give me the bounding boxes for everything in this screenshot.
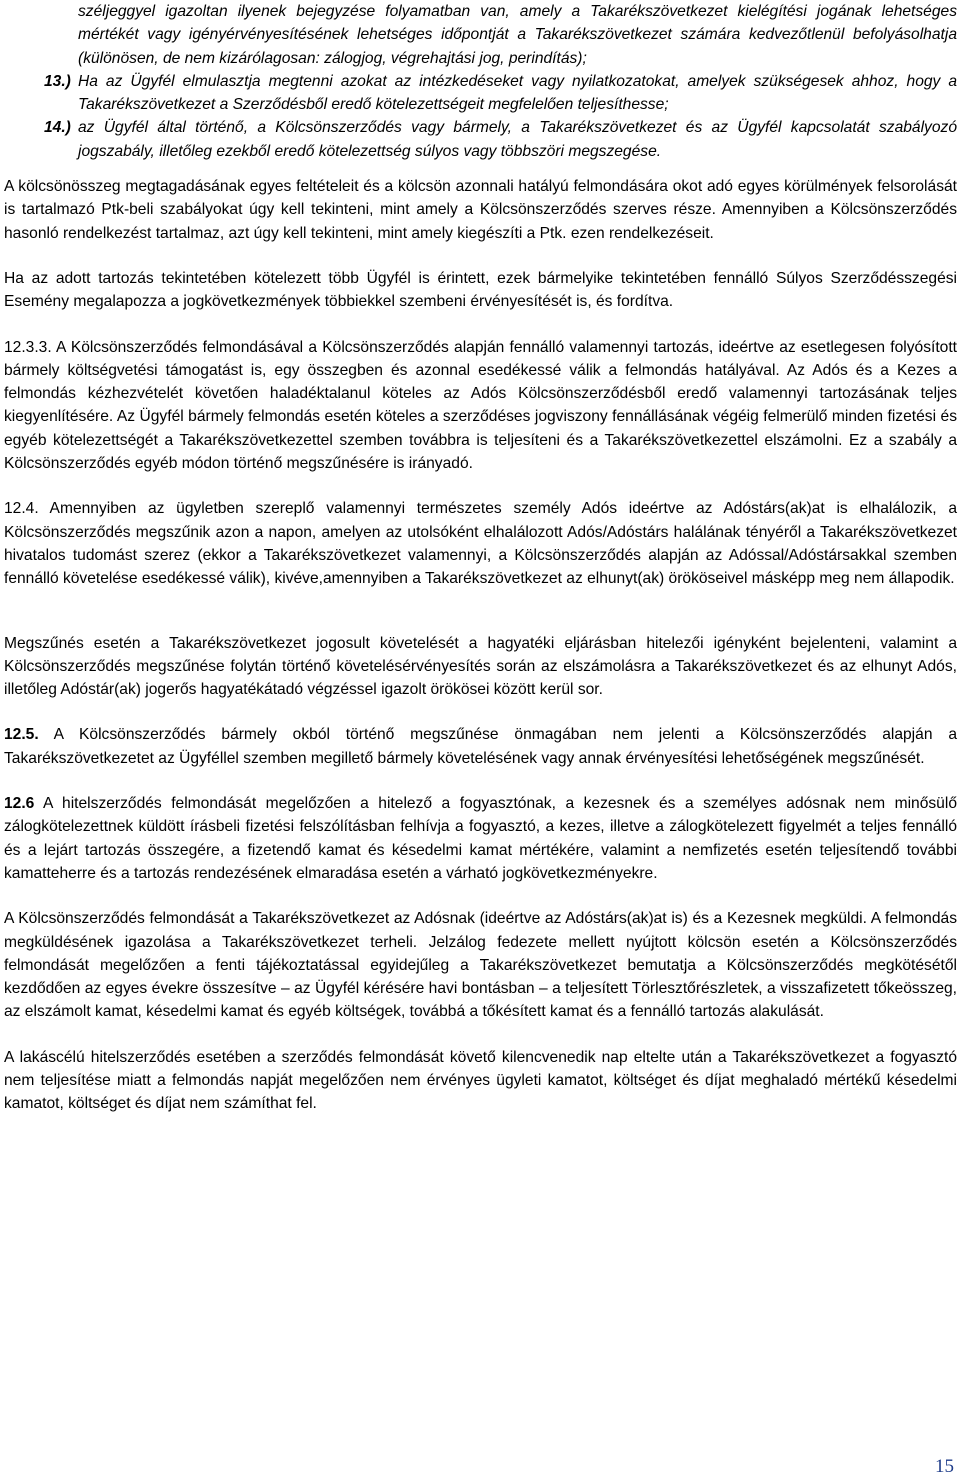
section-number: 12.5. xyxy=(4,726,39,744)
paragraph-12-4: 12.4. Amennyiben az ügyletben szereplő valamennyi természetes személy Adós ideértve az Adóstárs(ak)at is elhalálozik, a Kölcsönszerződés megszűnik azon a napon, amelyen az utolsóként elhalálozott Adós/Adóstárs halálának tényéről a Takarékszövetkezet hivatalos tudomást szerez (ekkor a Takarékszövetkezet valamennyi, a Kölcsönszerződés alapján az Adóssal/Adóstársakkal szemben fennálló követelése esedékessé válik), kivéve,amennyiben a Takarékszövetkezet az elhunyt(ak) örököseivel másképp meg nem állapodik. xyxy=(4,500,957,588)
paragraph-termination-claims: Megszűnés esetén a Takarékszövetkezet jogosult követelését a hagyatéki eljárásban hitelezői igényként bejelenteni, valamint a Kölcsönszerződés megszűnése folytán történő követelésérvényesítés során az elszámolásra a Takarékszövetkezet és az elhunyt Adós, illetőleg Adóstár(ak) jogerős hagyatékátadó végzéssel igazolt örökösei között kerül sor. xyxy=(4,634,957,699)
paragraph-text: A Kölcsönszerződés bármely okból történő megszűnése önmagában nem jelenti a Kölcsönszerződés alapján a Takarékszövetkezetet az Ügyféllel szemben megillető bármely követelésének vagy annak érvényesítési lehetőségének megszűnését. xyxy=(4,726,957,767)
paragraph-multiple-clients: Ha az adott tartozás tekintetében kötelezett több Ügyfél is érintett, ezek bármelyike tekintetében fennálló Súlyos Szerződésszegési Esemény megalapozza a jogkövetkezmények többiekkel szembeni érvényesítését is, és fordítva. xyxy=(4,269,957,311)
list-item-13 xyxy=(44,70,957,117)
paragraph-12-5 xyxy=(4,723,957,770)
paragraph-12-3-3: 12.3.3. A Kölcsönszerződés felmondásával a Kölcsönszerződés alapján fennálló valamennyi tartozás, ideértve az esetlegesen folyósított bármely költségvetési támogatást is, egy összegben és azonnal esedékessé válik a felmondás hatályával. Az Adós és a Kezes a felmondás kézhezvételét követően haladéktalanul köteles az Adós Kölcsönszerződésből eredő valamennyi tartozásának teljes kiegyenlítésére. Az Ügyfél bármely felmondás esetén köteles a szerződéses jogviszony fennállásának végéig felmerülő minden fizetési és egyéb kötelezettségét a Takarékszövetkezettel szemben továbbra is teljesíteni és a Takarékszövetkezettel elszámolni. Ez a szabály a Kölcsönszerződés egyéb módon történő megszűnésére is irányadó. xyxy=(4,338,957,473)
list-item-number: 13.) xyxy=(44,72,71,90)
list-item-continuation: széljeggyel igazoltan ilyenek bejegyzése folyamatban van, amely a Takarékszövetkezet kielégítési jogának lehetséges mértékét vagy igényérvényesítésének lehetséges időpontját a Takarékszövetkezet számára kedvezőtlenül befolyásolhatja (különösen, de nem kizárólagosan: zálogjog, végrehajtási jog, perindítás); xyxy=(78,3,957,67)
paragraph-housing-loan: A lakáscélú hitelszerződés esetében a szerződés felmondását követő kilencvenedik nap eltelte után a Takarékszövetkezet a fogyasztó nem teljesítése miatt a felmondás napját megelőzően nem érvényes ügyleti kamatot, költséget és díjat meghaladó mértékű késedelmi kamatot, költséget és díjat nem számíthat fel. xyxy=(4,1048,957,1113)
list-item-text: az Ügyfél által történő, a Kölcsönszerződés vagy bármely, a Takarékszövetkezet és az Ügyfél kapcsolatát szabályozó jogszabály, illetőleg ezekből eredő kötelezettség súlyos vagy többszöri megszegése. xyxy=(78,119,957,160)
section-number: 12.6 xyxy=(4,795,35,813)
paragraph-ptk-rules: A kölcsönösszeg megtagadásának egyes feltételeit és a kölcsön azonnali hatályú felmondására okot adó egyes körülmények felsorolását is tartalmazó Ptk-beli szabályokat úgy kell tekinteni, mint amely a Kölcsönszerződés szerves része. Amennyiben a Kölcsönszerződés hasonló rendelkezést tartalmaz, azt úgy kell tekinteni, mint amely kiegészíti a Ptk. ezen rendelkezéseit. xyxy=(4,178,957,242)
paragraph-termination-notice: A Kölcsönszerződés felmondását a Takarékszövetkezet az Adósnak (ideértve az Adóstárs(ak)at is) és a Kezesnek megküldi. A felmondás megküldésének igazolása a Takarékszövetkezet terheli. Jelzálog fedezete mellett nyújtott kölcsön esetén a Kölcsönszerződés felmondását megelőzően a fenti tájékoztatással egyidejűleg a Takarékszövetkezet bemutatja a Kölcsönszerződés megkötésétől kezdődően az egyes évekre összesítve – az Ügyfél kérésére havi bontásban – a teljesített Törlesztőrészletek, a visszafizetett tőkeösszeg, az elszámolt kamat, késedelmi kamat és egyéb költségek, továbbá a tőkésített kamat és a fennálló tartozás alakulását. xyxy=(4,910,957,1021)
paragraph-12-6 xyxy=(4,792,957,885)
list-item-number: 14.) xyxy=(44,119,71,137)
list-item-text: Ha az Ügyfél elmulasztja megtenni azokat az intézkedéseket vagy nyilatkozatokat, amelyek szükségesek ahhoz, hogy a Takarékszövetkezet a Szerződésből eredő kötelezettségeit megfelelően teljesíthesse; xyxy=(78,72,957,114)
page-number: 15 xyxy=(935,1456,954,1477)
paragraph-text: A hitelszerződés felmondását megelőzően a hitelező a fogyasztónak, a kezesnek és a személyes adósnak nem minősülő zálogkötelezettnek küldött írásbeli fizetési felszólításban felhívja a fogyasztó, a kezes, illetve a zálogkötelezett figyelmét a teljes fennálló és a lejárt tartozás összegére, a fizetendő kamat és késedelmi kamat mértékére, valamint a nemfizetés esetén teljesítendő további kamatteherre és a tartozás rendezésének elmaradása esetén a várható jogkövetkezményekre. xyxy=(4,795,957,882)
list-item-14 xyxy=(44,116,957,163)
